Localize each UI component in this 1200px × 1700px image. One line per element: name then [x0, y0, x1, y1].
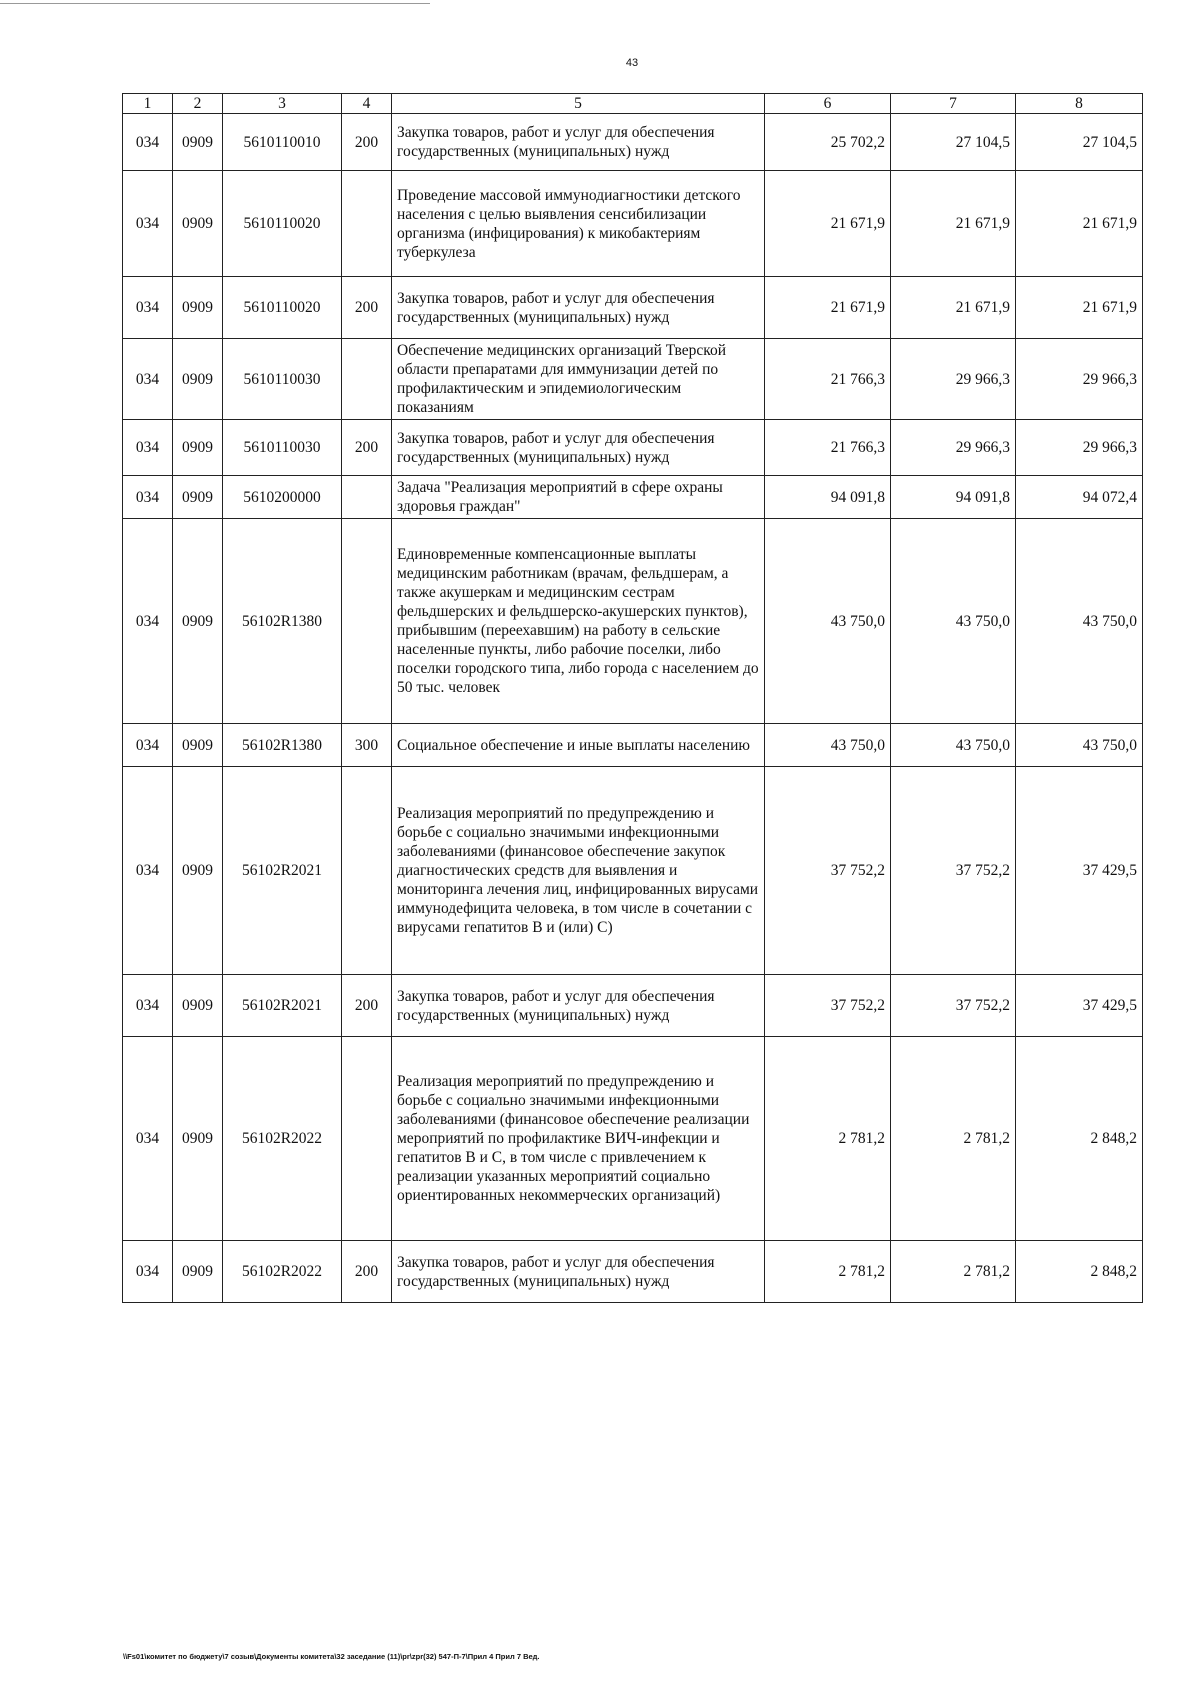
cell-amount-col6: 37 752,2 [765, 975, 891, 1037]
table-row [123, 975, 1143, 1037]
cell-amount-col7: 2 781,2 [891, 1241, 1016, 1303]
cell-amount-col8: 43 750,0 [1016, 724, 1143, 767]
cell-chapter-code: 034 [123, 1037, 173, 1241]
cell-target-article: 56102R1380 [223, 724, 342, 767]
cell-chapter-code: 034 [123, 476, 173, 519]
cell-amount-col6: 37 752,2 [765, 767, 891, 975]
cell-description: Задача "Реализация мероприятий в сфере охраны здоровья граждан" [392, 476, 765, 519]
table-row [123, 114, 1143, 171]
cell-amount-col6: 21 671,9 [765, 171, 891, 277]
cell-section-code: 0909 [173, 277, 223, 339]
cell-description: Закупка товаров, работ и услуг для обеспечения государственных (муниципальных) нужд [392, 114, 765, 171]
cell-section-code: 0909 [173, 420, 223, 476]
cell-section-code: 0909 [173, 171, 223, 277]
cell-target-article: 5610110030 [223, 420, 342, 476]
cell-description: Закупка товаров, работ и услуг для обеспечения государственных (муниципальных) нужд [392, 975, 765, 1037]
cell-target-article: 5610200000 [223, 476, 342, 519]
cell-amount-col7: 29 966,3 [891, 420, 1016, 476]
cell-section-code: 0909 [173, 767, 223, 975]
cell-amount-col6: 2 781,2 [765, 1241, 891, 1303]
cell-description: Проведение массовой иммунодиагностики детского населения с целью выявления сенсибилизации организма (инфицирования) к микобактериям туберкулеза [392, 171, 765, 277]
cell-description: Социальное обеспечение и иные выплаты населению [392, 724, 765, 767]
cell-expense-type [342, 339, 392, 420]
cell-target-article: 56102R1380 [223, 519, 342, 724]
table-row [123, 1241, 1143, 1303]
cell-description: Закупка товаров, работ и услуг для обеспечения государственных (муниципальных) нужд [392, 277, 765, 339]
cell-description: Обеспечение медицинских организаций Тверской области препаратами для иммунизации детей по профилактическим и эпидемиологическим показаниям [392, 339, 765, 420]
table-row [123, 277, 1143, 339]
cell-chapter-code: 034 [123, 519, 173, 724]
column-header-6: 6 [765, 94, 891, 114]
footer-file-path: \\Fs01\комитет по бюджету\7 созыв\Документы комитета\32 заседание (11)\pr\zpr(32) 547-П-7\Прил 4 Прил 7 Вед. [123, 1652, 540, 1661]
cell-target-article: 5610110030 [223, 339, 342, 420]
cell-expense-type [342, 519, 392, 724]
cell-expense-type: 300 [342, 724, 392, 767]
cell-expense-type: 200 [342, 1241, 392, 1303]
cell-section-code: 0909 [173, 1037, 223, 1241]
cell-target-article: 5610110010 [223, 114, 342, 171]
cell-chapter-code: 034 [123, 1241, 173, 1303]
table-row [123, 519, 1143, 724]
cell-target-article: 5610110020 [223, 171, 342, 277]
header-row [123, 94, 1143, 114]
cell-amount-col6: 25 702,2 [765, 114, 891, 171]
cell-chapter-code: 034 [123, 339, 173, 420]
cell-amount-col7: 94 091,8 [891, 476, 1016, 519]
cell-section-code: 0909 [173, 975, 223, 1037]
cell-chapter-code: 034 [123, 724, 173, 767]
cell-description: Закупка товаров, работ и услуг для обеспечения государственных (муниципальных) нужд [392, 1241, 765, 1303]
cell-amount-col7: 2 781,2 [891, 1037, 1016, 1241]
cell-amount-col8: 2 848,2 [1016, 1241, 1143, 1303]
cell-amount-col6: 43 750,0 [765, 519, 891, 724]
column-header-5: 5 [392, 94, 765, 114]
cell-amount-col7: 27 104,5 [891, 114, 1016, 171]
cell-chapter-code: 034 [123, 277, 173, 339]
table-row [123, 420, 1143, 476]
cell-description: Реализация мероприятий по предупреждению и борьбе с социально значимыми инфекционными заболеваниями (финансовое обеспечение реализации мероприятий по профилактике ВИЧ-инфекции и гепатитов В и С, в том числе с привлечением к реализации указанных мероприятий социально ориентированных некоммерческих организаций) [392, 1037, 765, 1241]
cell-expense-type: 200 [342, 277, 392, 339]
cell-expense-type: 200 [342, 114, 392, 171]
cell-amount-col7: 43 750,0 [891, 724, 1016, 767]
cell-section-code: 0909 [173, 724, 223, 767]
cell-amount-col7: 21 671,9 [891, 171, 1016, 277]
cell-amount-col8: 29 966,3 [1016, 420, 1143, 476]
cell-target-article: 5610110020 [223, 277, 342, 339]
cell-amount-col6: 94 091,8 [765, 476, 891, 519]
cell-target-article: 56102R2022 [223, 1241, 342, 1303]
cell-amount-col6: 2 781,2 [765, 1037, 891, 1241]
cell-amount-col8: 21 671,9 [1016, 277, 1143, 339]
column-header-8: 8 [1016, 94, 1143, 114]
cell-expense-type: 200 [342, 420, 392, 476]
cell-section-code: 0909 [173, 519, 223, 724]
cell-amount-col7: 37 752,2 [891, 975, 1016, 1037]
cell-expense-type [342, 171, 392, 277]
page-number: 43 [625, 57, 639, 69]
cell-amount-col6: 21 766,3 [765, 420, 891, 476]
cell-amount-col8: 43 750,0 [1016, 519, 1143, 724]
column-header-4: 4 [342, 94, 392, 114]
table-row [123, 767, 1143, 975]
cell-target-article: 56102R2021 [223, 975, 342, 1037]
cell-expense-type [342, 767, 392, 975]
cell-amount-col8: 27 104,5 [1016, 114, 1143, 171]
table-row [123, 171, 1143, 277]
cell-section-code: 0909 [173, 114, 223, 171]
cell-amount-col6: 21 766,3 [765, 339, 891, 420]
cell-description: Реализация мероприятий по предупреждению и борьбе с социально значимыми инфекционными заболеваниями (финансовое обеспечение закупок диагностических средств для выявления и мониторинга лечения лиц, инфицированных вирусами иммунодефицита человека, в том числе в сочетании с вирусами гепатитов В и (или) С) [392, 767, 765, 975]
table-row [123, 724, 1143, 767]
cell-amount-col8: 29 966,3 [1016, 339, 1143, 420]
cell-amount-col6: 21 671,9 [765, 277, 891, 339]
cell-chapter-code: 034 [123, 975, 173, 1037]
cell-amount-col7: 43 750,0 [891, 519, 1016, 724]
cell-amount-col8: 2 848,2 [1016, 1037, 1143, 1241]
cell-section-code: 0909 [173, 476, 223, 519]
cell-chapter-code: 034 [123, 171, 173, 277]
cell-amount-col7: 29 966,3 [891, 339, 1016, 420]
table-body [123, 114, 1143, 1303]
scan-edge-line [0, 3, 430, 4]
cell-expense-type [342, 1037, 392, 1241]
cell-expense-type: 200 [342, 975, 392, 1037]
column-header-1: 1 [123, 94, 173, 114]
cell-amount-col8: 37 429,5 [1016, 975, 1143, 1037]
table-row [123, 1037, 1143, 1241]
budget-table [122, 93, 1143, 1303]
cell-target-article: 56102R2022 [223, 1037, 342, 1241]
cell-amount-col7: 37 752,2 [891, 767, 1016, 975]
cell-amount-col8: 21 671,9 [1016, 171, 1143, 277]
cell-description: Единовременные компенсационные выплаты медицинским работникам (врачам, фельдшерам, а также акушеркам и медицинским сестрам фельдшерских и фельдшерско-акушерских пунктов), прибывшим (переехавшим) на работу в сельские населенные пункты, либо рабочие поселки, либо поселки городского типа, либо города с населением до 50 тыс. человек [392, 519, 765, 724]
column-header-3: 3 [223, 94, 342, 114]
cell-chapter-code: 034 [123, 767, 173, 975]
cell-section-code: 0909 [173, 1241, 223, 1303]
cell-amount-col8: 94 072,4 [1016, 476, 1143, 519]
cell-chapter-code: 034 [123, 420, 173, 476]
cell-chapter-code: 034 [123, 114, 173, 171]
cell-amount-col7: 21 671,9 [891, 277, 1016, 339]
cell-amount-col6: 43 750,0 [765, 724, 891, 767]
table-row [123, 476, 1143, 519]
cell-section-code: 0909 [173, 339, 223, 420]
cell-description: Закупка товаров, работ и услуг для обеспечения государственных (муниципальных) нужд [392, 420, 765, 476]
cell-target-article: 56102R2021 [223, 767, 342, 975]
column-header-7: 7 [891, 94, 1016, 114]
table-row [123, 339, 1143, 420]
cell-amount-col8: 37 429,5 [1016, 767, 1143, 975]
cell-expense-type [342, 476, 392, 519]
column-header-2: 2 [173, 94, 223, 114]
